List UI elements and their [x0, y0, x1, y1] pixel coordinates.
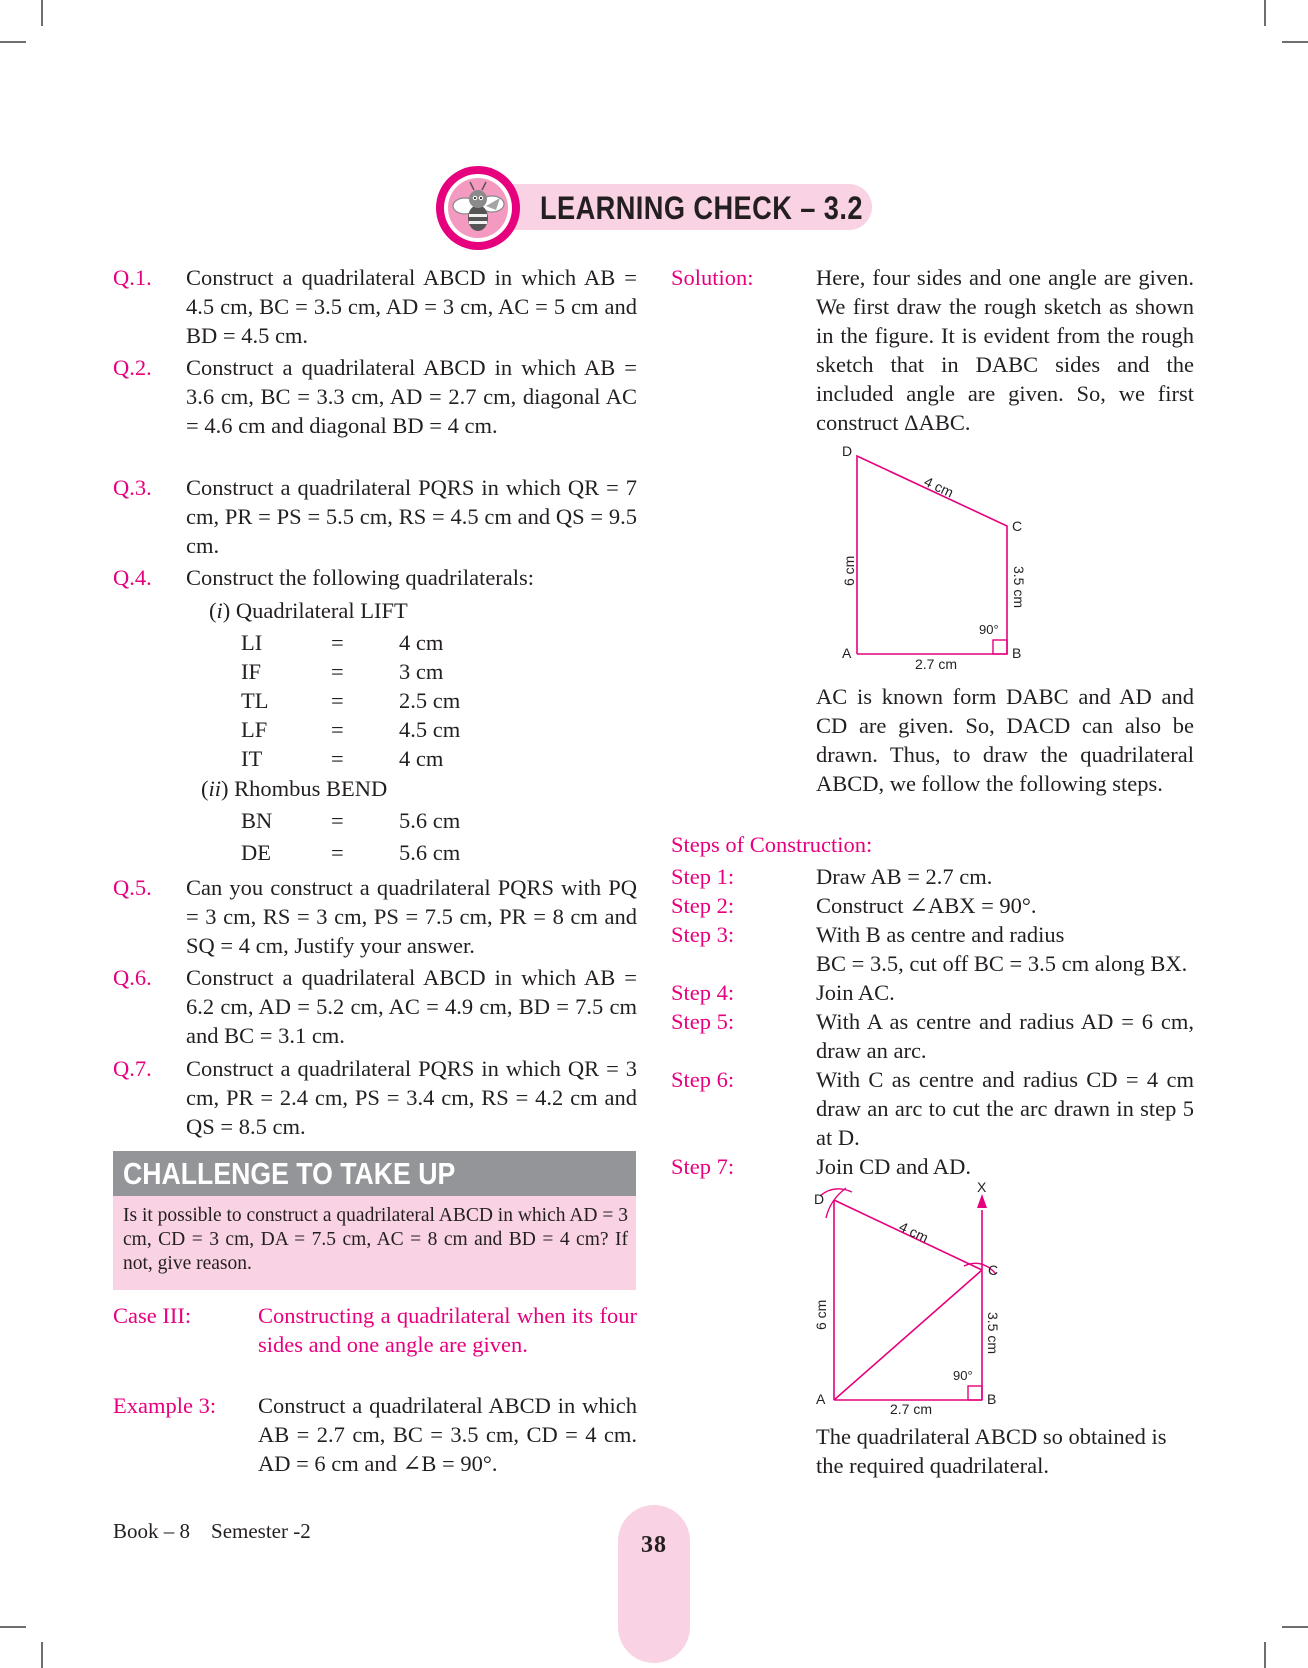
- equals: =: [331, 630, 344, 655]
- part-marker: ii: [208, 776, 222, 801]
- step-label: Step 7:: [671, 1154, 735, 1179]
- page-number: 38: [641, 1532, 667, 1558]
- solution-label: Solution:: [671, 265, 754, 290]
- question-text: Construct a quadrilateral ABCD in which AB = 4.5 cm, BC = 3.5 cm, AD = 3 cm, AC = 5 cm and BD = 4.5 cm.: [186, 265, 637, 348]
- crop-mark: [0, 41, 26, 43]
- construction-figure: [800, 1180, 1020, 1430]
- rough-sketch-figure: [830, 440, 1040, 680]
- side-ad-label: 6 cm: [813, 1299, 829, 1330]
- side-length: 5.6 cm: [399, 808, 461, 833]
- side-length: 4.5 cm: [399, 717, 461, 742]
- step-text: With B as centre and radius: [816, 922, 1065, 947]
- footer-book-info: [113, 1518, 311, 1544]
- side-length: 3 cm: [399, 659, 444, 684]
- vertex-c-label: C: [988, 1262, 999, 1278]
- side-length: 2.5 cm: [399, 688, 461, 713]
- question-number: Q.1.: [113, 265, 152, 290]
- book-label: Book – 8: [113, 1519, 191, 1543]
- step-text: Construct ∠ABX = 90°.: [816, 893, 1037, 918]
- case-text: Constructing a quadrilateral when its four sides and one angle are given.: [258, 1303, 637, 1357]
- question-number: Q.4.: [113, 565, 152, 590]
- side-dc-label: 4 cm: [896, 1218, 931, 1246]
- step-label: Step 6:: [671, 1067, 735, 1092]
- challenge-title: CHALLENGE TO TAKE UP: [123, 1156, 456, 1191]
- equals: =: [331, 840, 344, 865]
- solution-paragraph-1: Here, four sides and one angle are given. We first draw the rough sketch as shown in the figure. It is evident from the rough sketch that in DABC sides and the included angle are given. So, we first construct ΔABC.: [816, 265, 1194, 435]
- steps-heading: Steps of Construction:: [671, 832, 873, 857]
- step-label: Step 3:: [671, 922, 735, 947]
- question-number: Q.7.: [113, 1056, 152, 1081]
- side-bc-label: 3.5 cm: [985, 1312, 1001, 1355]
- example-label: Example 3:: [113, 1393, 217, 1418]
- vertex-b-label: B: [1012, 645, 1022, 661]
- solution-paragraph-2: AC is known form DABC and AD and CD are given. So, DACD can also be drawn. Thus, to draw the quadrilateral ABCD, we follow the following steps.: [816, 684, 1194, 796]
- side-name: BN: [241, 808, 273, 833]
- side-length: 4 cm: [399, 746, 444, 771]
- q4-part-ii: (ii) Rhombus BEND: [201, 776, 388, 801]
- step-text: With C as centre and radius CD = 4 cm draw an arc to cut the arc drawn in step 5 at D.: [816, 1067, 1194, 1150]
- question-1: [113, 263, 637, 350]
- question-number: Q.2.: [113, 355, 152, 380]
- question-text: Construct a quadrilateral PQRS in which QR = 7 cm, PR = PS = 5.5 cm, RS = 4.5 cm and QS = 9.5 cm.: [186, 475, 637, 558]
- equals: =: [331, 659, 344, 684]
- step-text-continued: BC = 3.5, cut off BC = 3.5 cm along BX.: [816, 951, 1188, 976]
- question-text: Can you construct a quadrilateral PQRS with PQ = 3 cm, RS = 3 cm, PS = 7.5 cm, PR = 8 cm and SQ = 4 cm, Justify your answer.: [186, 875, 637, 958]
- side-name: DE: [241, 840, 271, 865]
- side-length: 4 cm: [399, 630, 444, 655]
- side-ad-label: 6 cm: [841, 555, 857, 586]
- step-text: Draw AB = 2.7 cm.: [816, 864, 993, 889]
- step-text: With A as centre and radius AD = 6 cm, draw an arc.: [816, 1009, 1194, 1063]
- semester-label: Semester -2: [211, 1519, 311, 1543]
- equals: =: [331, 808, 344, 833]
- part-label: Rhombus BEND: [234, 776, 388, 801]
- bee-mascot-icon: [434, 164, 522, 252]
- equals: =: [331, 688, 344, 713]
- page-title: LEARNING CHECK – 3.2: [540, 190, 863, 226]
- question-4: [113, 563, 637, 592]
- step-label: Step 4:: [671, 980, 735, 1005]
- step-text: Join CD and AD.: [816, 1154, 972, 1179]
- page-number-tab: [618, 1505, 690, 1663]
- question-text: Construct a quadrilateral ABCD in which AB = 3.6 cm, BC = 3.3 cm, AD = 2.7 cm, diagonal AC = 4.6 cm and diagonal BD = 4 cm.: [186, 355, 637, 438]
- question-5: [113, 873, 637, 960]
- equals: =: [331, 717, 344, 742]
- vertex-d-label: D: [814, 1191, 825, 1207]
- question-text: Construct the following quadrilaterals:: [186, 565, 535, 590]
- vertex-a-label: A: [842, 645, 852, 661]
- side-name: LF: [241, 717, 268, 742]
- question-6: [113, 963, 637, 1050]
- side-ab-label: 2.7 cm: [890, 1401, 933, 1417]
- side-name: LI: [241, 630, 263, 655]
- side-name: IF: [241, 659, 262, 684]
- vertex-c-label: C: [1012, 518, 1023, 534]
- side-dc-label: 4 cm: [921, 473, 956, 501]
- crop-mark: [41, 1642, 43, 1668]
- crop-mark: [1264, 0, 1266, 26]
- ray-x-label: X: [977, 1180, 987, 1195]
- case-label: Case III:: [113, 1303, 192, 1328]
- challenge-heading: [113, 1151, 636, 1196]
- question-number: Q.3.: [113, 475, 152, 500]
- part-marker: i: [216, 598, 223, 623]
- question-2: [113, 353, 637, 440]
- question-number: Q.5.: [113, 875, 152, 900]
- side-name: TL: [241, 688, 269, 713]
- example-text: Construct a quadrilateral ABCD in which AB = 2.7 cm, BC = 3.5 cm, CD = 4 cm. AD = 6 cm and ∠B = 90°.: [258, 1393, 637, 1476]
- vertex-b-label: B: [987, 1391, 997, 1407]
- example-3: [113, 1391, 637, 1478]
- step-text: Join AC.: [816, 980, 895, 1005]
- crop-mark: [1264, 1642, 1266, 1668]
- side-length: 5.6 cm: [399, 840, 461, 865]
- part-label: Quadrilateral LIFT: [235, 598, 408, 623]
- crop-mark: [1282, 1626, 1308, 1628]
- crop-mark: [41, 0, 43, 26]
- step-label: Step 2:: [671, 893, 735, 918]
- vertex-d-label: D: [842, 443, 853, 459]
- question-3: [113, 473, 637, 560]
- question-number: Q.6.: [113, 965, 152, 990]
- angle-label: 90°: [953, 1368, 973, 1383]
- question-text: Construct a quadrilateral PQRS in which QR = 3 cm, PR = 2.4 cm, PS = 3.4 cm, RS = 4.2 cm and QS = 8.5 cm.: [186, 1056, 637, 1139]
- equals: =: [331, 746, 344, 771]
- q4-part-i: (i) Quadrilateral LIFT: [209, 598, 408, 623]
- side-bc-label: 3.5 cm: [1011, 566, 1027, 609]
- angle-label: 90°: [979, 622, 999, 637]
- vertex-a-label: A: [816, 1391, 826, 1407]
- conclusion-text: The quadrilateral ABCD so obtained is the required quadrilateral.: [816, 1424, 1167, 1478]
- question-text: Construct a quadrilateral ABCD in which AB = 6.2 cm, AD = 5.2 cm, AC = 4.9 cm, BD = 7.5 cm and BC = 3.1 cm.: [186, 965, 637, 1048]
- crop-mark: [0, 1626, 26, 1628]
- challenge-text: Is it possible to construct a quadrilateral ABCD in which AD = 3 cm, CD = 3 cm, DA = 7.5 cm, AC = 8 cm and BD = 4 cm? If not, give reason.: [113, 1196, 636, 1290]
- step-label: Step 1:: [671, 864, 735, 889]
- side-name: IT: [241, 746, 263, 771]
- case-3: [113, 1301, 637, 1359]
- step-label: Step 5:: [671, 1009, 735, 1034]
- crop-mark: [1282, 41, 1308, 43]
- question-7: [113, 1054, 637, 1141]
- side-ab-label: 2.7 cm: [915, 656, 958, 672]
